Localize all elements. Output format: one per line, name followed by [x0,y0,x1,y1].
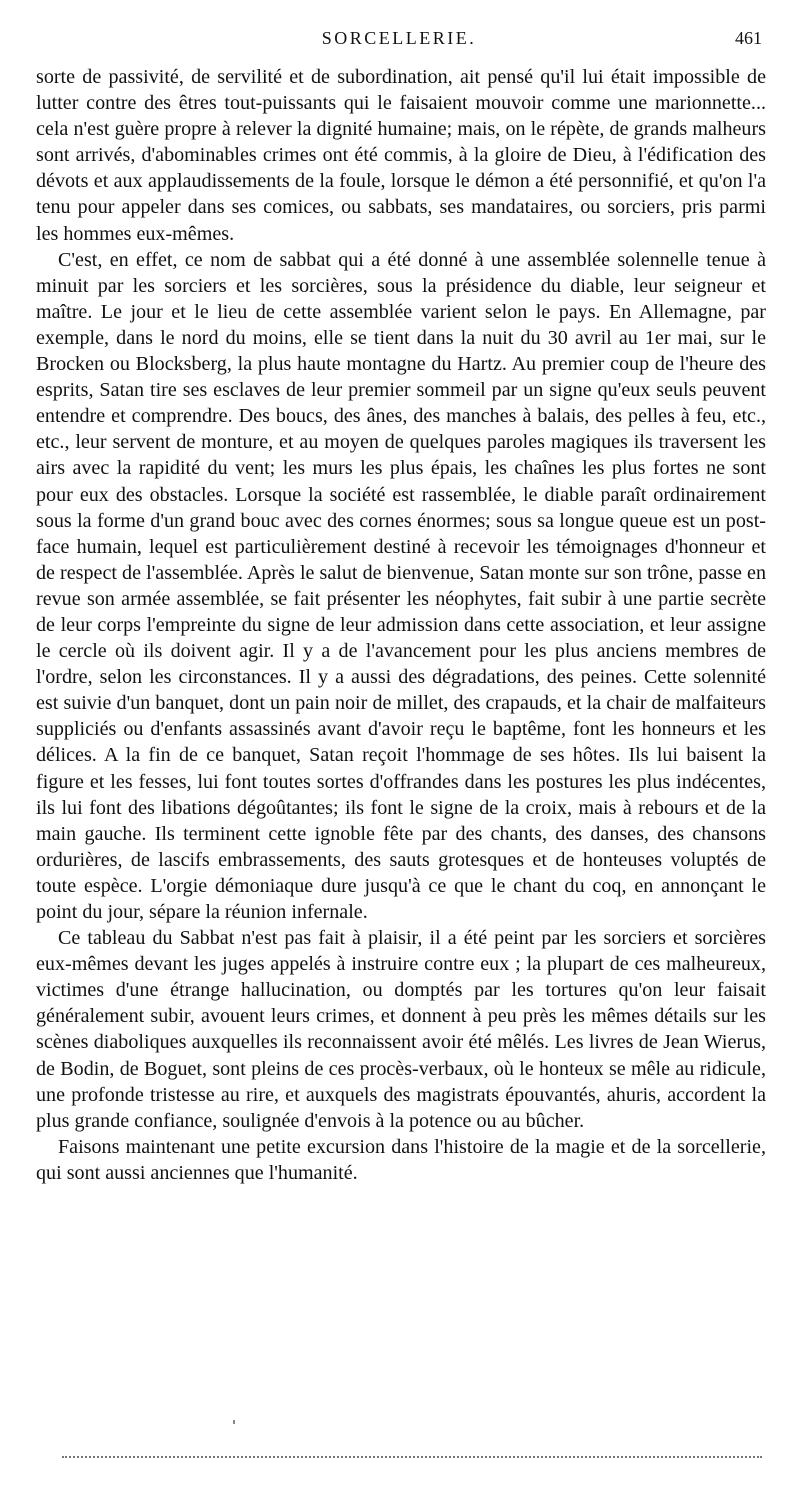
running-title: SORCELLERIE. [321,28,477,48]
print-speck [233,1420,235,1424]
paragraph-continuation: sorte de passivité, de servilité et de subordination, ait pensé qu'il lui était impossible de lutter contre des êtres tout-puissants qui le faisaient mouvoir comme une marionnette... cela n'est guère propre à relever la dignité humaine; mais, on le répète, de grands malheurs sont arrivés, d'abominables crimes ont été commis, à la gloire de Dieu, à l'édification des dévots et aux applaudissements de la foule, lorsque le démon a été personnifié, et qu'on l'a tenu pour appeler dans ses comices, ou sabbats, ses mandataires, ou sorciers, pris parmi les hommes eux-mêmes. [36,66,766,245]
body-text [36,64,766,1186]
running-head [36,28,762,58]
page-number: 461 [735,28,762,48]
footer-rule [62,1456,762,1458]
paragraph-excursion: Faisons maintenant une petite excursion dans l'histoire de la magie et de la sorcellerie, qui sont aussi anciennes que l'humanité. [36,1135,766,1184]
paragraph-sabbat: C'est, en effet, ce nom de sabbat qui a été donné à une assemblée solennelle tenue à minuit par les sorciers et les sorcières, sous la présidence du diable, leur seigneur et maître. Le jour et le lieu de cette assemblée varient selon le pays. En Allemagne, par exemple, dans le nord du moins, elle se tient dans la nuit du 30 avril au 1er mai, sur le Brocken ou Blocksberg, la plus haute montagne du Hartz. Au premier coup de l'heure des esprits, Satan tire ses esclaves de leur premier sommeil par un signe qu'eux seuls peuvent entendre et comprendre. Des boucs, des ânes, des manches à balais, des pelles à feu, etc., etc., leur servent de monture, et au moyen de quelques paroles magiques ils traversent les airs avec la rapidité du vent; les murs les plus épais, les chaînes les plus fortes ne sont pour eux des obstacles. Lorsque la société est rassemblée, le diable paraît ordinairement sous la forme d'un grand bouc avec des cornes énormes; sous sa longue queue est un post-face humain, lequel est particulièrement destiné à recevoir les témoignages d'honneur et de respect de l'assemblée. Après le salut de bienvenue, Satan monte sur son trône, passe en revue son armée assemblée, se fait présenter les néophytes, fait subir à une partie secrète de leur corps l'empreinte du signe de leur admission dans cette association, et leur assigne le cercle où ils doivent agir. Il y a de l'avancement pour les plus anciens membres de l'ordre, selon les circonstances. Il y a aussi des dégradations, des peines. Cette solennité est suivie d'un banquet, dont un pain noir de millet, des crapauds, et la chair de malfaiteurs suppliciés ou d'enfants assassinés avant d'avoir reçu le baptême, font les honneurs et les délices. A la fin de ce banquet, Satan reçoit l'hommage de ses hôtes. Ils lui baisent la figure et les fesses, lui font toutes sortes d'offrandes dans les postures les plus indécentes, ils lui font des libations dégoûtantes; ils font le signe de la croix, mais à rebours et de la main gauche. Ils terminent cette ignoble fête par des chants, des danses, des chansons ordurières, de lascifs embrassements, des sauts grotesques et de honteuses voluptés de toute espèce. L'orgie démoniaque dure jusqu'à ce que le chant du coq, en annonçant le point du jour, sépare la réunion infernale. [36,248,766,923]
paragraph-tableau: Ce tableau du Sabbat n'est pas fait à plaisir, il a été peint par les sorciers et sorcières eux-mêmes devant les juges appelés à instruire contre eux ; la plupart de ces malheureux, victimes d'une étrange hallucination, ou domptés par les tortures qu'on leur faisait généralement subir, avouent leurs crimes, et donnent à peu près les mêmes détails sur les scènes diaboliques auxquelles ils reconnaissent avoir été mêlés. Les livres de Jean Wierus, de Bodin, de Boguet, sont pleins de ces procès-verbaux, où le honteux se mêle au ridicule, une profonde tristesse au rire, et auxquels des magistrats épouvantés, ahuris, accordent la plus grande confiance, soulignée d'envois à la potence ou au bûcher. [36,927,766,1132]
